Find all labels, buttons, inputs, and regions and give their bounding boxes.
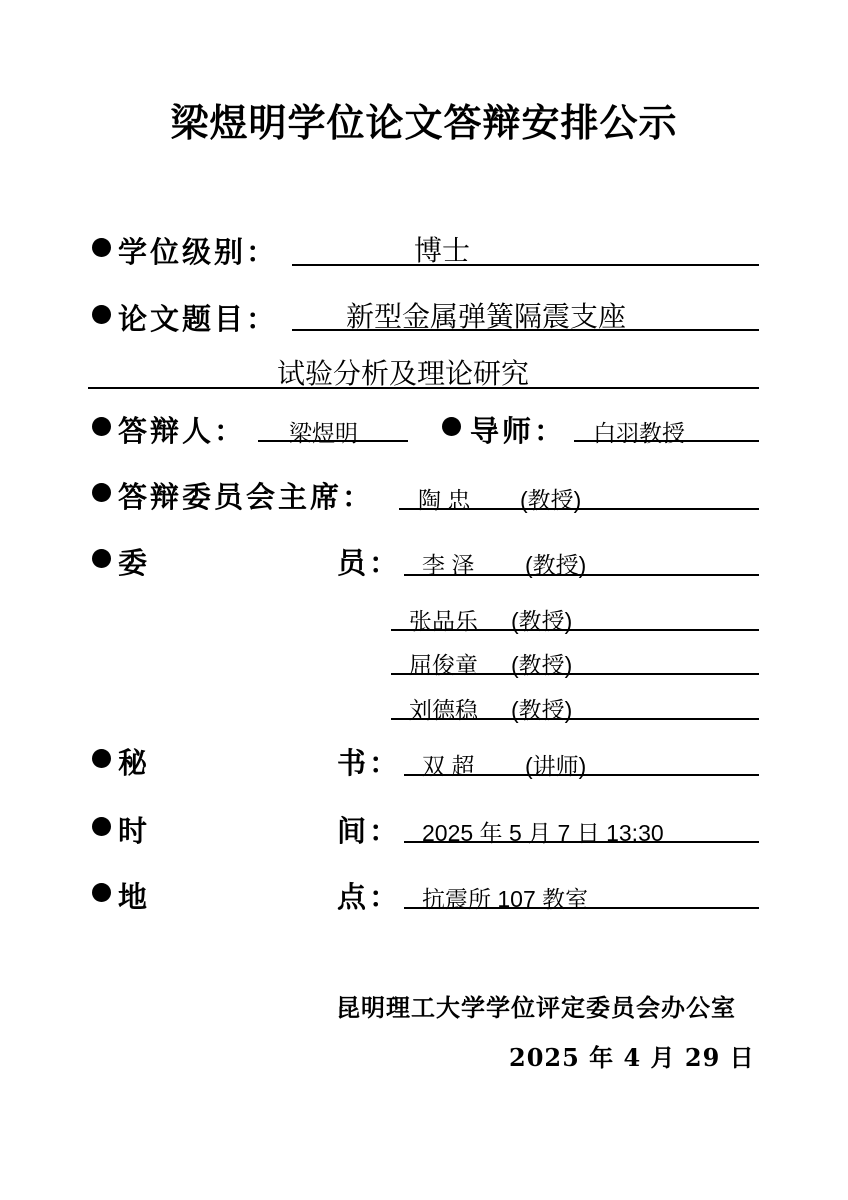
- place-value: 抗震所 107 教室: [422, 886, 589, 912]
- bullet-icon: [92, 549, 111, 568]
- advisor-name: 白羽教授: [593, 420, 685, 446]
- member-name: 张品乐: [409, 608, 478, 634]
- bullet-icon: [92, 305, 111, 324]
- secretary-title: (讲师): [525, 753, 587, 779]
- member-name: 李 泽: [422, 552, 475, 578]
- advisor-label: 导师：: [470, 414, 567, 448]
- place-label-right: 点：: [337, 880, 402, 914]
- members-label-right: 员：: [337, 546, 402, 580]
- chair-title: (教授): [520, 487, 582, 513]
- member-underline: [391, 673, 759, 675]
- member-title: (教授): [511, 652, 573, 678]
- bullet-icon: [92, 883, 111, 902]
- bullet-icon: [92, 817, 111, 836]
- secretary-label-right: 书：: [337, 746, 402, 780]
- member-name: 刘德稳: [409, 697, 478, 723]
- degree-label: 学位级别：: [118, 235, 279, 269]
- member-title: (教授): [525, 552, 587, 578]
- member-underline: [391, 718, 759, 720]
- members-label-left: 委: [118, 546, 151, 580]
- place-label-left: 地: [118, 880, 151, 914]
- page-title: 梁煜明学位论文答辩安排公示: [170, 100, 678, 145]
- degree-value: 博士: [414, 234, 471, 267]
- bullet-icon: [442, 417, 461, 436]
- bullet-icon: [92, 417, 111, 436]
- secretary-name: 双 超: [422, 753, 475, 779]
- member-title: (教授): [511, 608, 573, 634]
- member-title: (教授): [511, 697, 573, 723]
- thesis-underline-2: [88, 387, 759, 389]
- bullet-icon: [92, 238, 111, 257]
- chair-name: 陶 忠: [418, 487, 471, 513]
- defender-name: 梁煜明: [289, 420, 358, 446]
- time-label-right: 间：: [337, 814, 402, 848]
- footer-date: 2025 年 4 月 29 日: [509, 1043, 755, 1072]
- chair-label: 答辩委员会主席：: [118, 480, 375, 514]
- time-label-left: 时: [118, 814, 151, 848]
- member-underline: [404, 574, 759, 576]
- thesis-title-line2: 试验分析及理论研究: [277, 357, 530, 390]
- bullet-icon: [92, 749, 111, 768]
- defender-underline: [258, 440, 408, 442]
- thesis-title-line1: 新型金属弹簧隔震支座: [346, 300, 627, 333]
- defender-label: 答辩人：: [118, 414, 247, 448]
- time-value: 2025 年 5 月 7 日 13:30: [422, 820, 664, 846]
- member-underline: [391, 629, 759, 631]
- time-underline: [404, 841, 759, 843]
- thesis-underline-1: [292, 329, 759, 331]
- bullet-icon: [92, 483, 111, 502]
- member-name: 屈俊童: [409, 652, 478, 678]
- degree-underline: [292, 264, 759, 266]
- footer-organization: 昆明理工大学学位评定委员会办公室: [336, 993, 736, 1022]
- secretary-label-left: 秘: [118, 746, 151, 780]
- place-underline: [404, 907, 759, 909]
- thesis-label: 论文题目：: [118, 302, 279, 336]
- secretary-underline: [404, 774, 759, 776]
- advisor-underline: [574, 440, 759, 442]
- chair-underline: [399, 508, 759, 510]
